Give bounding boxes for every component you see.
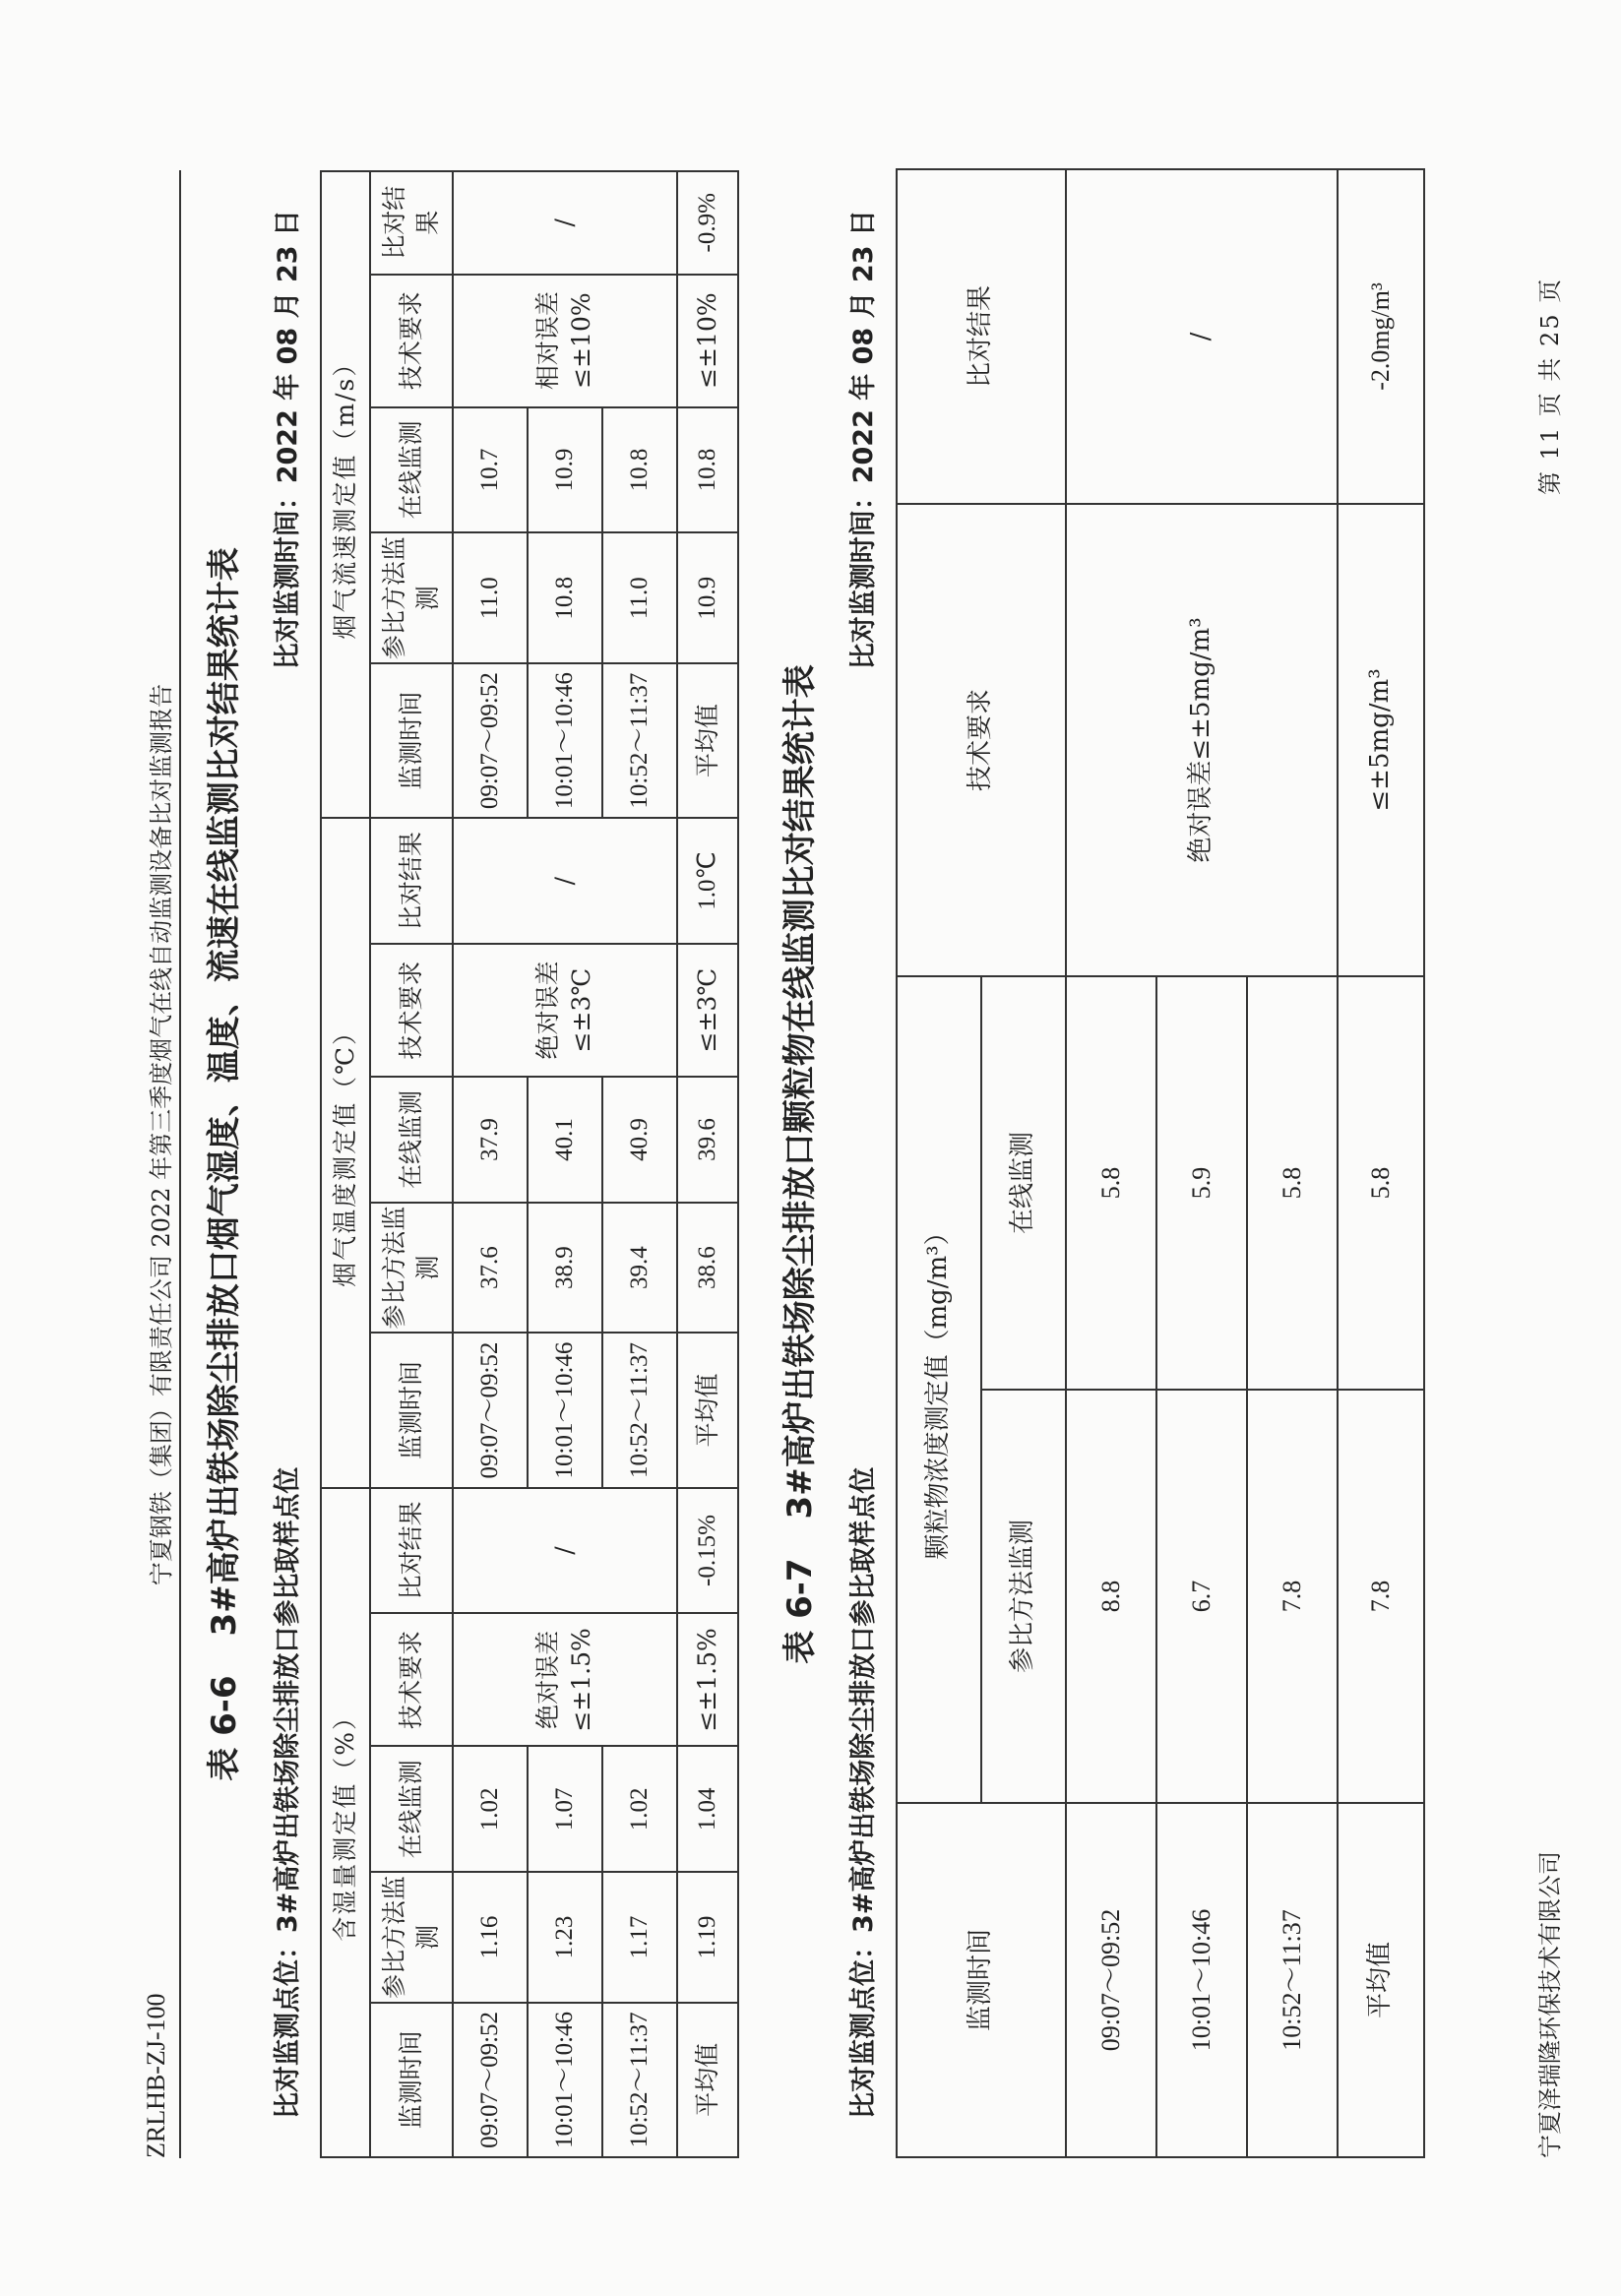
table6-header-row [370,171,453,2157]
col-req: 技术要求 [370,275,453,407]
time-cell: 10:01～10:46 [528,1333,602,1487]
col-result: 比对结果 [370,818,453,944]
col-ref: 参比方法监测 [370,532,453,663]
col-online: 在线监测 [370,407,453,533]
humidity-online: 1.02 [453,1746,528,1872]
report-header-title: 宁夏钢铁（集团）有限责任公司 2022 年第三季度烟气在线自动监测设备比对监测报告 [148,683,175,1586]
temperature-ref: 39.4 [602,1203,677,1334]
col-ref: 参比方法监测 [370,1203,453,1334]
particulate-online-avg: 5.8 [1338,976,1424,1390]
velocity-online-avg: 10.8 [677,407,738,533]
humidity-req-avg: ≤±1.5% [677,1613,738,1746]
table7-meta [842,170,877,2158]
table6-number: 表 6-6 [205,1675,244,1781]
velocity-online: 10.8 [602,407,677,533]
humidity-ref: 1.17 [602,1872,677,2003]
temperature-ref: 38.9 [528,1203,602,1334]
col-req: 技术要求 [370,944,453,1077]
average-label: 平均值 [677,1333,738,1487]
col-time: 监测时间 [370,2003,453,2157]
time-cell: 09:07～09:52 [1066,1803,1156,2157]
humidity-ref: 1.23 [528,1872,602,2003]
time-cell: 09:07～09:52 [453,1333,528,1487]
humidity-req: 绝对误差≤±1.5% [453,1613,677,1746]
col-time: 监测时间 [897,1803,1066,2157]
particulate-ref: 7.8 [1247,1390,1338,1803]
table6-date: 比对监测时间：2022 年 08 月 23 日 [273,210,303,670]
table7-number: 表 6-7 [780,1558,820,1664]
velocity-online: 10.9 [528,407,602,533]
table6-group-row [321,171,370,2157]
particulate-result-avg: -2.0mg/m³ [1338,169,1424,504]
time-cell: 10:52～11:37 [602,1333,677,1487]
velocity-ref: 11.0 [602,532,677,663]
footer-company: 宁夏泽瑞隆环保技术有限公司 [1536,1851,1564,2158]
table6-group-temperature: 烟气温度测定值（℃） [321,818,370,1487]
particulate-ref: 6.7 [1156,1390,1247,1803]
col-time: 监测时间 [370,663,453,818]
temperature-req-avg: ≤±3℃ [677,944,738,1077]
time-cell: 10:52～11:37 [602,2003,677,2157]
table7-date: 比对监测时间：2022 年 08 月 23 日 [848,210,879,670]
velocity-ref-avg: 10.9 [677,532,738,663]
col-ref: 参比方法监测 [370,1872,453,2003]
velocity-result: / [453,171,677,275]
doc-code: ZRLHB-ZJ-100 [142,1993,170,2158]
temperature-req: 绝对误差≤±3℃ [453,944,677,1077]
table6-group-velocity: 烟气流速测定值（m/s） [321,171,370,818]
humidity-online: 1.07 [528,1746,602,1872]
time-cell: 10:52～11:37 [602,663,677,818]
col-time: 监测时间 [370,1333,453,1487]
time-cell: 10:01～10:46 [528,663,602,818]
footer-page-number: 第 11 页 共 25 页 [1536,277,1564,495]
col-online: 在线监测 [981,976,1066,1390]
col-result: 比对结果 [897,169,1066,504]
col-req: 技术要求 [370,1613,453,1746]
table6-average-row [677,171,738,2157]
table7-point: 比对监测点位：3#高炉出铁场除尘排放口参比取样点位 [848,1466,879,2119]
table7-title-text: 3#高炉出铁场除尘排放口颗粒物在线监测比对结果统计表 [780,664,820,1520]
table7-group-header: 颗粒物浓度测定值（mg/m³） [897,976,981,1803]
table7-title [773,170,821,2158]
table7-header-row-1 [897,169,981,2157]
temperature-online: 40.9 [602,1077,677,1203]
col-result: 比对结果 [370,1488,453,1614]
velocity-result-avg: -0.9% [677,171,738,275]
particulate-ref: 8.8 [1066,1390,1156,1803]
average-label: 平均值 [677,663,738,818]
humidity-result: / [453,1488,677,1614]
table6-group-humidity: 含湿量测定值（%） [321,1488,370,2157]
table7 [896,168,1425,2158]
temperature-result: / [453,818,677,944]
humidity-ref: 1.16 [453,1872,528,2003]
temperature-online: 40.1 [528,1077,602,1203]
table6-title [197,170,245,2158]
col-ref: 参比方法监测 [981,1390,1066,1803]
time-cell: 10:01～10:46 [528,2003,602,2157]
time-cell: 09:07～09:52 [453,2003,528,2157]
average-label: 平均值 [1338,1803,1424,2157]
table6-point: 比对监测点位：3#高炉出铁场除尘排放口参比取样点位 [273,1466,303,2119]
particulate-online: 5.8 [1247,976,1338,1390]
particulate-req: 绝对误差≤±5mg/m³ [1066,504,1338,976]
particulate-online: 5.9 [1156,976,1247,1390]
temperature-result-avg: 1.0℃ [677,818,738,944]
temperature-ref-avg: 38.6 [677,1203,738,1334]
table-row [528,171,602,2157]
velocity-ref: 11.0 [453,532,528,663]
col-online: 在线监测 [370,1746,453,1872]
col-result: 比对结果 [370,171,453,275]
humidity-online: 1.02 [602,1746,677,1872]
col-online: 在线监测 [370,1077,453,1203]
particulate-result: / [1066,169,1338,504]
table-row [602,171,677,2157]
table7-average-row [1338,169,1424,2157]
table-row [453,171,528,2157]
velocity-ref: 10.8 [528,532,602,663]
temperature-ref: 37.6 [453,1203,528,1334]
velocity-req: 相对误差≤±10% [453,275,677,407]
temperature-online-avg: 39.6 [677,1077,738,1203]
table6-title-text: 3#高炉出铁场除尘排放口烟气湿度、温度、流速在线监测比对结果统计表 [205,547,244,1637]
table6-meta [266,170,301,2158]
humidity-result-avg: -0.15% [677,1488,738,1614]
particulate-online: 5.8 [1066,976,1156,1390]
table-row [1066,169,1156,2157]
time-cell: 10:52～11:37 [1247,1803,1338,2157]
average-label: 平均值 [677,2003,738,2157]
particulate-ref-avg: 7.8 [1338,1390,1424,1803]
time-cell: 10:01～10:46 [1156,1803,1247,2157]
time-cell: 09:07～09:52 [453,663,528,818]
col-req: 技术要求 [897,504,1066,976]
temperature-online: 37.9 [453,1077,528,1203]
velocity-req-avg: ≤±10% [677,275,738,407]
header-divider [179,170,181,2158]
velocity-online: 10.7 [453,407,528,533]
particulate-req-avg: ≤±5mg/m³ [1338,504,1424,976]
table6 [320,170,739,2158]
humidity-online-avg: 1.04 [677,1746,738,1872]
humidity-ref-avg: 1.19 [677,1872,738,2003]
